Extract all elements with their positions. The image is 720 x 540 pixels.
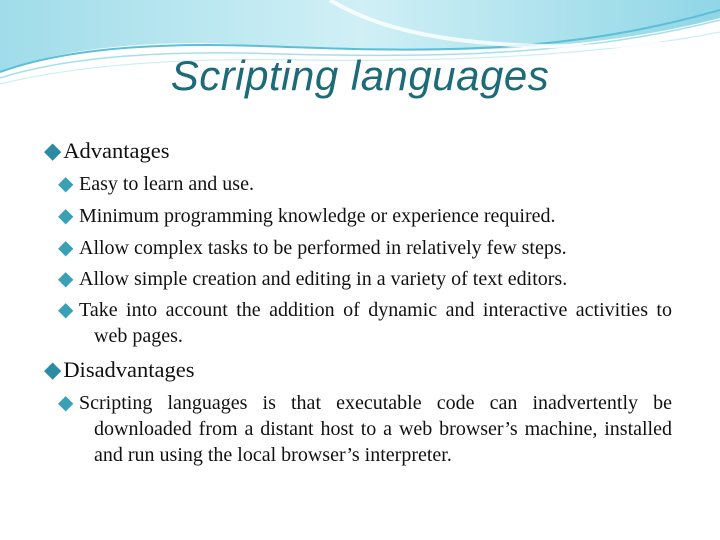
list-item: ◆ Take into account the addition of dynamic and interactive activities to web pages. — [58, 299, 672, 347]
list-item: ◆ Allow simple creation and editing in a variety of text editors. — [58, 268, 568, 290]
list-item: ◆ Minimum programming knowledge or experience required. — [58, 205, 556, 227]
list-item: ◆ Easy to learn and use. — [58, 173, 254, 195]
list-item: ◆ Allow complex tasks to be performed in relatively few steps. — [58, 237, 567, 259]
list-item: ◆ Scripting languages is that executable code can inadvertently be downloaded from a distant host to a web browser’s machine, installed and run using the local browser’s interpreter. — [58, 392, 672, 466]
section-heading-disadvantages: ◆Disadvantages — [44, 357, 195, 382]
section-heading-advantages: ◆Advantages — [44, 138, 170, 163]
bullet-icon: ◆ — [44, 357, 62, 382]
slide-title: Scripting languages — [170, 52, 550, 99]
bullet-icon: ◆ — [44, 138, 62, 163]
